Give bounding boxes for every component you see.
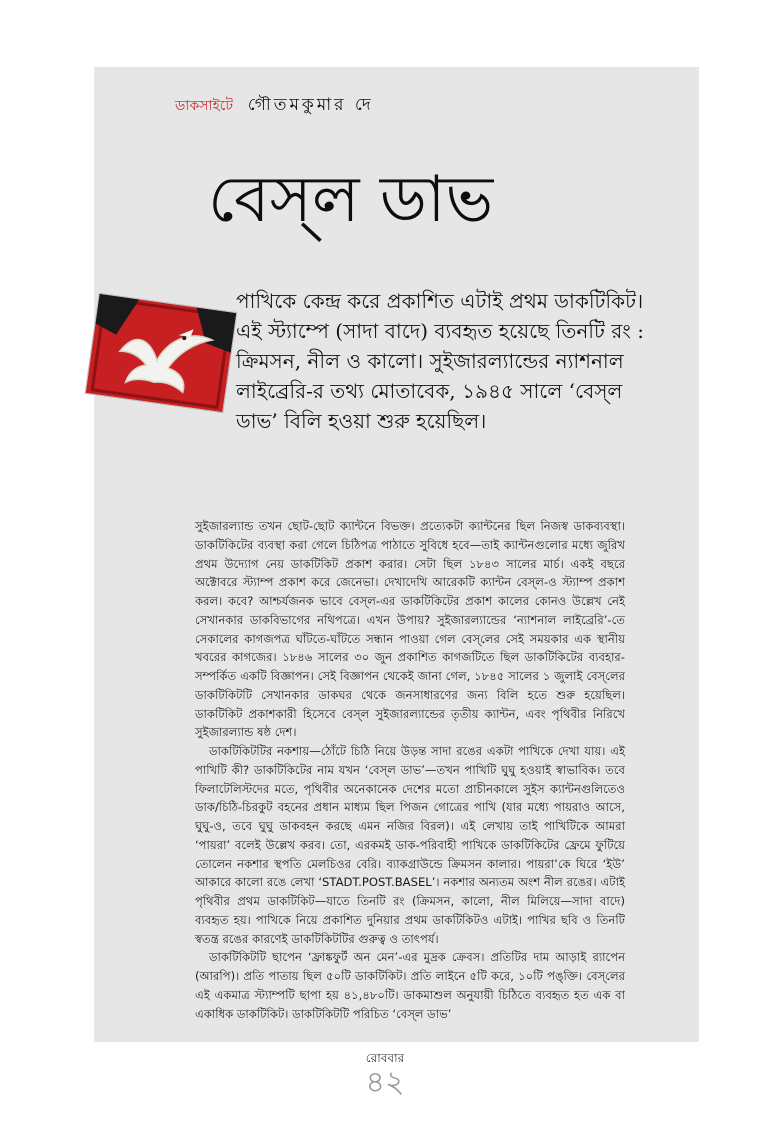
author-name: গৌতমকুমার দে bbox=[247, 95, 374, 115]
dove-stamp-icon bbox=[86, 294, 237, 412]
section-label: ডাকসাইটে bbox=[175, 98, 234, 114]
stamp-image bbox=[86, 294, 237, 412]
body-paragraph: ডাকটিকিটটির নকশায়—ঠোঁটে চিঠি নিয়ে উড়ন্ত সাদা রঙের একটা পাখিকে দেখা যায়। এই পাখিটি কী? ডাকটিকিটের নাম যখন ‘বেস্‌ল ডাভ’—তখন পাখিটি ঘুঘু হওয়াই স্বাভাবিক। তবে ফিলাটেলিস্টদের মতে, পৃথিবীর অনেকানেক দেশের মতো প্রাচীনকালে সুইস ক্যান্টনগুলিতেও ডাক/চিঠি-চিরকুট বহনের প্রধান মাধ্যম ছিল পিজন গোত্রের পাখি (যার মধ্যে পায়রাও আসে, ঘুঘু-ও, তবে ঘুঘু ডাকবহন করছে এমন নজির বিরল)। এই লেখায় তাই পাখিটিকে আমরা ‘পায়রা’ বলেই উল্লেখ করব। তো, এরকমই ডাক-পরিবাহী পাখিকে ডাকটিকিটের ফ্রেমে ফুটিয়ে তোলেন নকশার স্থপতি মেলচিওর বেরি। ব্যাকগ্রাউন্ডে ক্রিমসন কালার। পায়রা’কে ঘিরে ‘ইউ’ আকারে কালো রঙে লেখা ‘STADT.POST.BASEL’। নকশার অন্যতম অংশ নীল রঙের। এটাই পৃথিবীর প্রথম ডাকটিকিট—যাতে তিনটি রং (ক্রিমসন, কালো, নীল মিলিয়ে—সাদা বাদে) ব্যবহৃত হয়। পাখিকে নিয়ে প্রকাশিত দুনিয়ার প্রথম ডাকটিকিটও এটাই। পাখির ছবি ও তিনটি স্বতন্ত্র রঙের কারণেই ডাকটিকিটটির গুরুত্ব ও তাৎপর্য। bbox=[195, 744, 625, 946]
page-number: ৪২ bbox=[365, 1065, 405, 1100]
magazine-label: রোববার bbox=[365, 1051, 405, 1065]
article-title: বেস্‌ল ডাভ bbox=[208, 163, 494, 237]
body-paragraph: ডাকটিকিটটি ছাপেন ‘ফ্রাঙ্কফুর্ট অন মেন’-এর মুদ্রক ক্রেবস। প্রতিটির দাম আড়াই র‍্যাপেন (আরপি)। প্রতি পাতায় ছিল ৫০টি ডাকটিকিট। প্রতি লাইনে ৫টি করে, ১০টি পঙ্‌ক্তি। বেস্‌লের এই একমাত্র স্ট্যাম্পটি ছাপা হয় ৪১,৪৮০টি। ডাকমাশুল অনুযায়ী চিঠিতে ব্যবহৃত হত এক বা একাধিক ডাকটিকিট। ডাকটিকিটটি পরিচিত ‘বেস্‌ল ডাভ’ bbox=[195, 950, 625, 1021]
byline bbox=[175, 92, 374, 120]
article-body bbox=[195, 517, 625, 1023]
body-paragraph: সুইজারল্যান্ড তখন ছোট-ছোট ক্যান্টনে বিভক্ত। প্রত্যেকটা ক্যান্টনের ছিল নিজস্ব ডাকব্যবস্থা। ডাকটিকিটের ব্যবস্থা করা গেলে চিঠিপত্র পাঠাতে সুবিধে হবে—তাই ক্যান্টনগুলোর মধ্যে জুরিখ প্রথম উদ্যোগ নেয় ডাকটিকিট প্রকাশ করার। সেটা ছিল ১৮৪৩ সালের মার্চ। একই বছরে অক্টোবরে স্ট্যাম্প প্রকাশ করে জেনেভা। দেখাদেখি আরেকটি ক্যান্টন বেস্‌ল-ও স্ট্যাম্প প্রকাশ করল। কবে? আশ্চর্যজনক ভাবে বেস্‌ল-এর ডাকটিকিটের প্রকাশ কালের কোনও উল্লেখ নেই সেখানকার ডাকবিভাগের নথিপত্রে। এখন উপায়? সুইজারল্যান্ডের ‘ন্যাশনাল লাইব্রেরি’-তে সেকালের কাগজপত্র ঘাঁটতে-ঘাঁটতে সন্ধান পাওয়া গেল বেস্‌লের সেই সময়কার এক স্থানীয় খবরের কাগজের। ১৮৪৬ সালের ৩০ জুন প্রকাশিত কাগজটিতে ছিল ডাকটিকিটের ব্যবহার-সম্পর্কিত একটি বিজ্ঞাপন। সেই বিজ্ঞাপন থেকেই জানা গেল, ১৮৪৫ সালের ১ জুলাই বেস্‌লের ডাকটিকিটটি সেখানকার ডাকঘর থেকে জনসাধারণের জন্য বিলি হতে শুরু হয়েছিল। ডাকটিকিট প্রকাশকারী হিসেবে বেস্‌ল সুইজারল্যান্ডের তৃতীয় ক্যান্টন, এবং পৃথিবীর নিরিখে সুইজারল্যান্ড ষষ্ঠ দেশ। bbox=[195, 519, 625, 740]
intro-text: পাখিকে কেন্দ্র করে প্রকাশিত এটাই প্রথম ডাকটিকিট। এই স্ট্যাম্পে (সাদা বাদে) ব্যবহৃত হয়েছে তিনটি রং : ক্রিমসন, নীল ও কালো। সুইজারল্যান্ডের ন্যাশনাল লাইব্রেরি-র তথ্য মোতাবেক, ১৯৪৫ সালে ‘বেস্‌ল ডাভ’ বিলি হওয়া শুরু হয়েছিল। bbox=[236, 289, 644, 433]
